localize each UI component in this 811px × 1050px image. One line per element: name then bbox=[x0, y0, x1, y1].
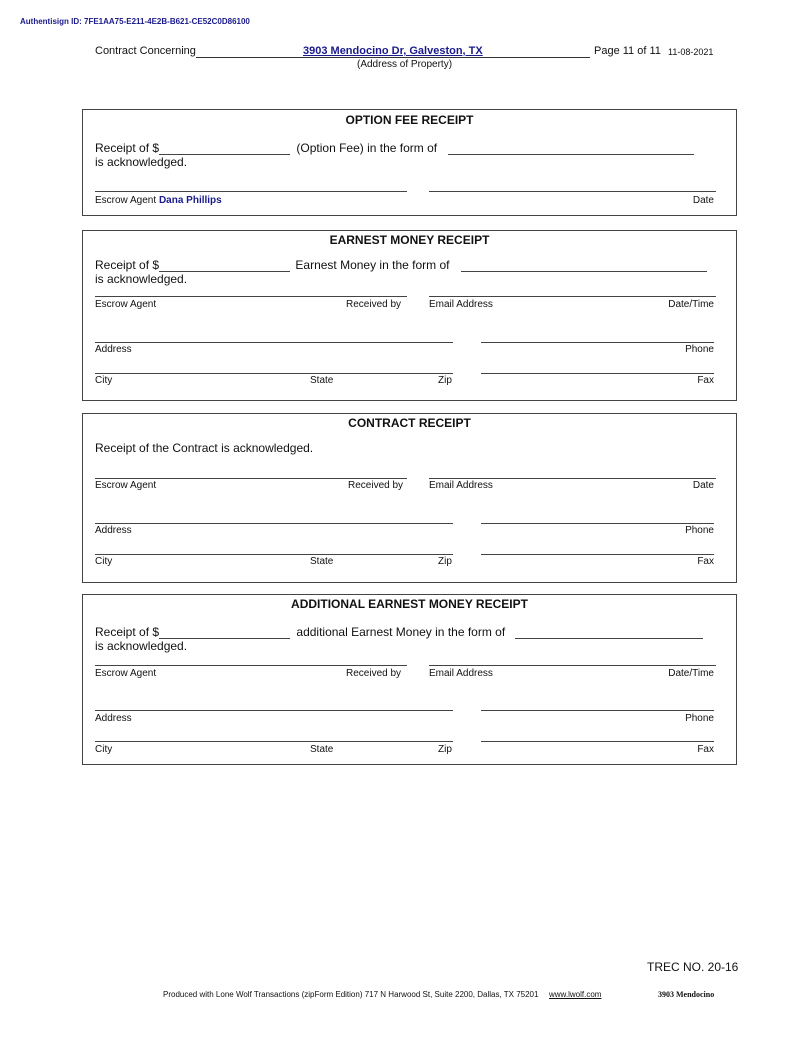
escrow-agent-name[interactable]: Dana Phillips bbox=[158, 195, 222, 206]
footer-website-link[interactable]: www.lwolf.com bbox=[549, 990, 602, 999]
additional-earnest-amount-blank[interactable] bbox=[159, 626, 290, 639]
additional-earnest-mid-text: additional Earnest Money in the form of bbox=[296, 625, 506, 639]
earnest-money-amount-blank[interactable] bbox=[159, 259, 290, 272]
form-date: 11-08-2021 bbox=[668, 47, 714, 57]
zip-label: Zip bbox=[438, 744, 452, 755]
email-datetime-line[interactable] bbox=[429, 296, 716, 297]
property-address[interactable]: 3903 Mendocino Dr, Galveston, TX bbox=[303, 45, 483, 57]
additional-earnest-receipt-line bbox=[95, 625, 717, 639]
footer-file-name: 3903 Mendocino bbox=[658, 990, 715, 999]
date-signature-line[interactable] bbox=[429, 191, 716, 192]
option-fee-form-blank[interactable] bbox=[448, 142, 694, 155]
state-label: State bbox=[310, 556, 334, 567]
footer-produced-by: Produced with Lone Wolf Transactions (zipForm Edition) 717 N Harwood St, Suite 2200, Dallas, TX 75201 bbox=[163, 990, 539, 999]
property-address-caption: (Address of Property) bbox=[357, 59, 453, 70]
option-fee-title: OPTION FEE RECEIPT bbox=[345, 113, 474, 127]
additional-earnest-form-blank[interactable] bbox=[515, 626, 703, 639]
phone-label: Phone bbox=[685, 525, 714, 536]
fax-line[interactable] bbox=[481, 741, 714, 742]
address-label: Address bbox=[95, 344, 132, 355]
zip-label: Zip bbox=[438, 556, 452, 567]
option-fee-amount-blank[interactable] bbox=[159, 142, 290, 155]
city-label: City bbox=[95, 375, 113, 386]
earnest-money-receipt-section bbox=[82, 230, 737, 401]
trec-number: TREC NO. 20-16 bbox=[647, 960, 739, 974]
option-fee-receipt-section bbox=[82, 109, 737, 216]
phone-label: Phone bbox=[685, 344, 714, 355]
state-label: State bbox=[310, 375, 334, 386]
email-address-label: Email Address bbox=[429, 668, 493, 679]
contract-receipt-title: CONTRACT RECEIPT bbox=[348, 416, 471, 430]
fax-label: Fax bbox=[697, 744, 714, 755]
received-by-label: Received by bbox=[346, 299, 402, 310]
address-line[interactable] bbox=[95, 710, 453, 711]
phone-line[interactable] bbox=[481, 342, 714, 343]
fax-label: Fax bbox=[697, 375, 714, 386]
escrow-agent-line[interactable] bbox=[95, 665, 407, 666]
option-fee-acknowledged: is acknowledged. bbox=[95, 155, 188, 169]
option-fee-mid-text: (Option Fee) in the form of bbox=[296, 141, 438, 155]
earnest-money-title: EARNEST MONEY RECEIPT bbox=[329, 233, 490, 247]
phone-line[interactable] bbox=[481, 710, 714, 711]
receipt-of-label: Receipt of $ bbox=[95, 141, 160, 155]
address-line[interactable] bbox=[95, 523, 453, 524]
escrow-agent-label: Escrow Agent bbox=[95, 480, 157, 491]
phone-line[interactable] bbox=[481, 523, 714, 524]
address-label: Address bbox=[95, 525, 132, 536]
received-by-label: Received by bbox=[348, 480, 404, 491]
email-date-line[interactable] bbox=[429, 478, 716, 479]
city-state-zip-line[interactable] bbox=[95, 741, 453, 742]
received-by-label: Received by bbox=[346, 668, 402, 679]
contract-receipt-text: Receipt of the Contract is acknowledged. bbox=[95, 441, 314, 455]
phone-label: Phone bbox=[685, 713, 714, 724]
fax-label: Fax bbox=[697, 556, 714, 567]
escrow-agent-line[interactable] bbox=[95, 478, 407, 479]
date-label: Date bbox=[692, 480, 714, 491]
earnest-money-form-blank[interactable] bbox=[461, 259, 707, 272]
fax-line[interactable] bbox=[481, 373, 714, 374]
city-state-zip-line[interactable] bbox=[95, 554, 453, 555]
datetime-label: Date/Time bbox=[668, 668, 714, 679]
state-label: State bbox=[310, 744, 334, 755]
escrow-agent-signature-line[interactable] bbox=[95, 191, 407, 192]
earnest-money-mid-text: Earnest Money in the form of bbox=[295, 258, 450, 272]
option-fee-receipt-line bbox=[95, 141, 717, 155]
contract-concerning-label: Contract Concerning bbox=[95, 45, 196, 57]
date-label: Date bbox=[692, 195, 714, 206]
earnest-money-receipt-line bbox=[95, 258, 717, 272]
email-address-label: Email Address bbox=[429, 480, 493, 491]
additional-earnest-money-receipt-section bbox=[82, 594, 737, 765]
additional-earnest-title: ADDITIONAL EARNEST MONEY RECEIPT bbox=[291, 597, 528, 611]
datetime-label: Date/Time bbox=[668, 299, 714, 310]
additional-earnest-acknowledged: is acknowledged. bbox=[95, 639, 188, 653]
zip-label: Zip bbox=[438, 375, 452, 386]
city-label: City bbox=[95, 556, 113, 567]
address-label: Address bbox=[95, 713, 132, 724]
city-state-zip-line[interactable] bbox=[95, 373, 453, 374]
email-address-label: Email Address bbox=[429, 299, 493, 310]
escrow-agent-label: Escrow Agent bbox=[95, 668, 157, 679]
authentisign-id: Authentisign ID: 7FE1AA75-E211-4E2B-B621-CE52C0D86100 bbox=[20, 17, 250, 26]
page-number: Page 11 of 11 bbox=[594, 45, 661, 57]
contract-receipt-section bbox=[82, 413, 737, 583]
escrow-agent-line[interactable] bbox=[95, 296, 407, 297]
address-line[interactable] bbox=[95, 342, 453, 343]
fax-line[interactable] bbox=[481, 554, 714, 555]
receipt-of-label: Receipt of $ bbox=[95, 258, 160, 272]
escrow-agent-label: Escrow Agent bbox=[95, 299, 157, 310]
city-label: City bbox=[95, 744, 113, 755]
escrow-agent-label: Escrow Agent bbox=[95, 195, 157, 206]
earnest-money-acknowledged: is acknowledged. bbox=[95, 272, 188, 286]
escrow-agent-field bbox=[95, 195, 222, 206]
receipt-of-label: Receipt of $ bbox=[95, 625, 160, 639]
email-datetime-line[interactable] bbox=[429, 665, 716, 666]
